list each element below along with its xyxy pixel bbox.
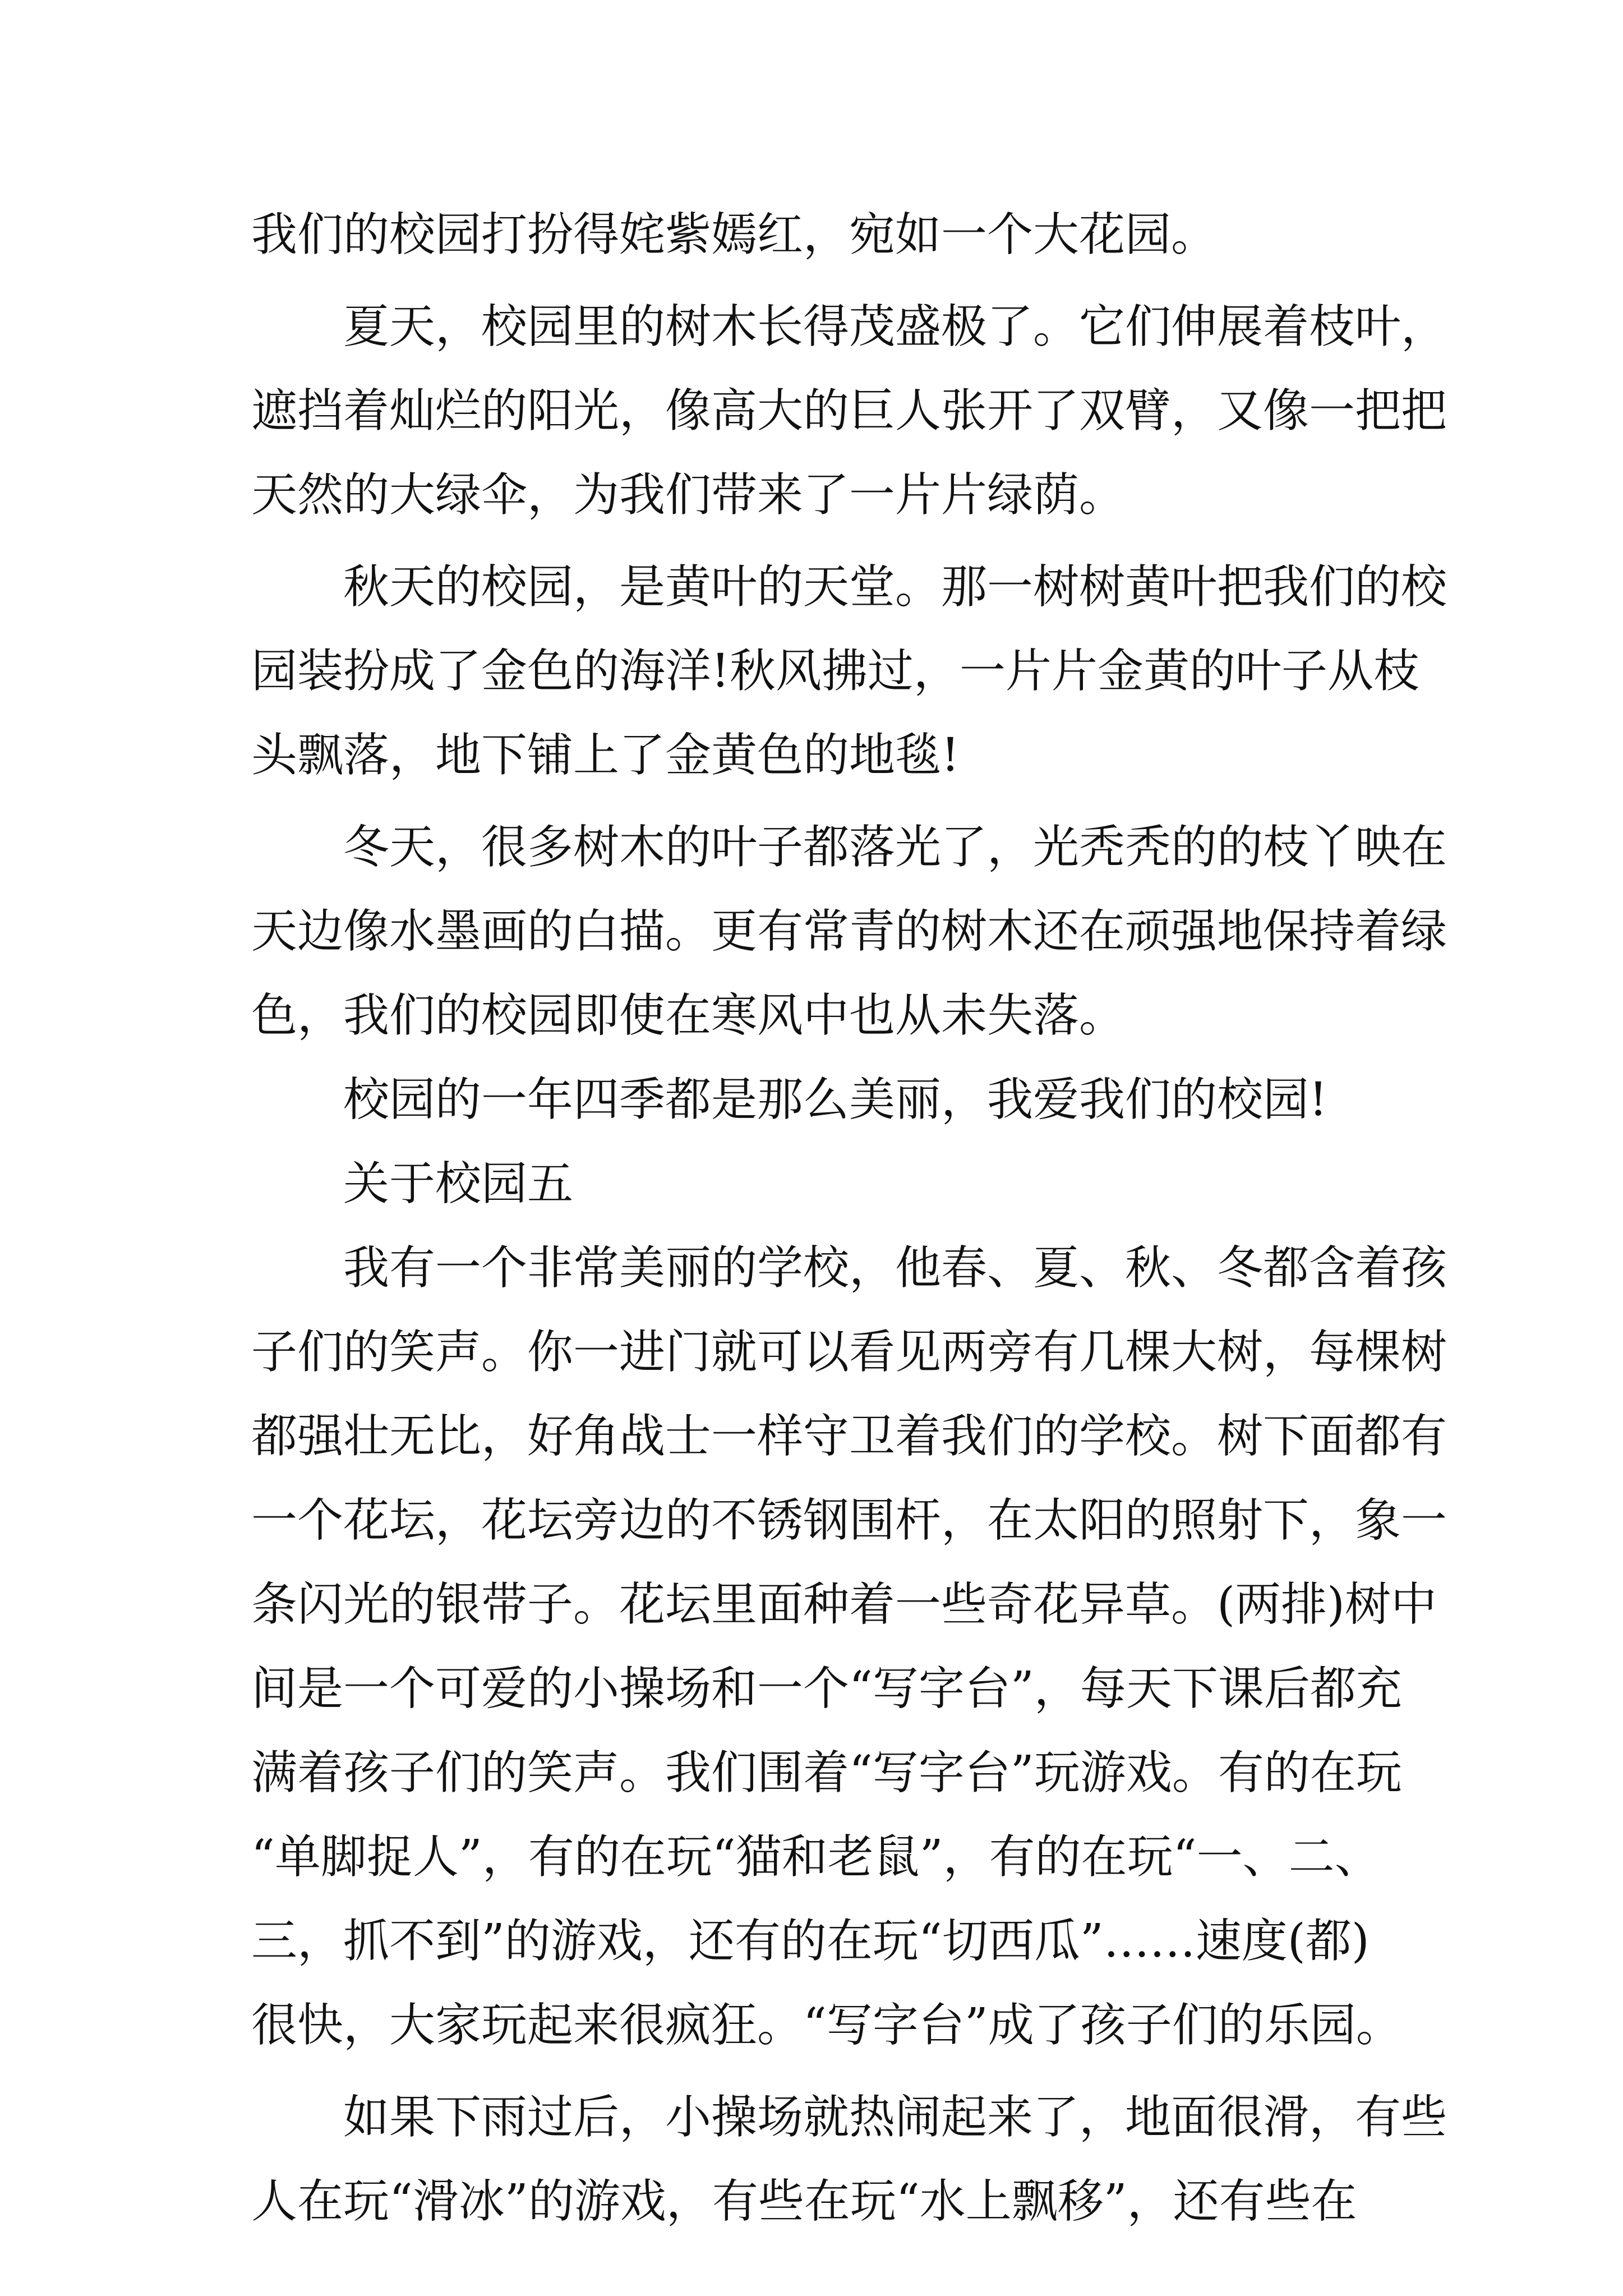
text-line: 我们的校园打扮得姹紫嫣红，宛如一个大花园。 (251, 208, 1218, 261)
text-line: 色，我们的校园即使在寒风中也从未失落。 (251, 989, 1126, 1042)
text-line: 条闪光的银带子。花坛里面种着一些奇花异草。(两排)树中 (251, 1578, 1437, 1631)
text-line: 遮挡着灿烂的阳光，像高大的巨人张开了双臂，又像一把把 (251, 384, 1447, 438)
text-line: 天然的大绿伞，为我们带来了一片片绿荫。 (251, 468, 1126, 522)
text-line: 都强壮无比，好角战士一样守卫着我们的学校。树下面都有 (251, 1410, 1447, 1463)
text-line: 冬天，很多树木的叶子都落光了，光秃秃的的枝丫映在 (343, 821, 1447, 874)
text-line: 很快，大家玩起来很疯狂。“写字台”成了孩子们的乐园。 (251, 1999, 1402, 2052)
document-body (251, 193, 1447, 2244)
text-line: 人在玩“滑冰”的游戏，有些在玩“水上飘移”，还有些在 (251, 2175, 1357, 2228)
text-line: 夏天，校园里的树木长得茂盛极了。它们伸展着枝叶， (343, 300, 1447, 353)
text-line: 子们的笑声。你一进门就可以看见两旁有几棵大树，每棵树 (251, 1326, 1447, 1379)
text-line: 头飘落，地下铺上了金黄色的地毯! (251, 729, 960, 782)
section-heading: 关于校园五 (343, 1157, 574, 1211)
text-line: 秋天的校园，是黄叶的天堂。那一树树黄叶把我们的校 (343, 560, 1447, 614)
text-line: 三，抓不到”的游戏，还有的在玩“切西瓜”……速度(都) (251, 1915, 1370, 1968)
text-line: 天边像水墨画的白描。更有常青的树木还在顽强地保持着绿 (251, 905, 1447, 958)
text-line: 园装扮成了金色的海洋!秋风拂过，一片片金黄的叶子从枝 (251, 645, 1419, 698)
text-line: 我有一个非常美丽的学校，他春、夏、秋、冬都含着孩 (343, 1241, 1447, 1295)
text-line: 满着孩子们的笑声。我们围着“写字台”玩游戏。有的在玩 (251, 1746, 1402, 1800)
text-line: 一个花坛，花坛旁边的不锈钢围杆，在太阳的照射下，象一 (251, 1494, 1447, 1547)
text-line: 如果下雨过后，小操场就热闹起来了，地面很滑，有些 (343, 2091, 1447, 2144)
text-line: “单脚捉人”，有的在玩“猫和老鼠”，有的在玩“一、二、 (251, 1830, 1381, 1884)
text-line: 校园的一年四季都是那么美丽，我爱我们的校园! (343, 1073, 1327, 1126)
text-line: 间是一个可爱的小操场和一个“写字台”，每天下课后都充 (251, 1662, 1402, 1715)
